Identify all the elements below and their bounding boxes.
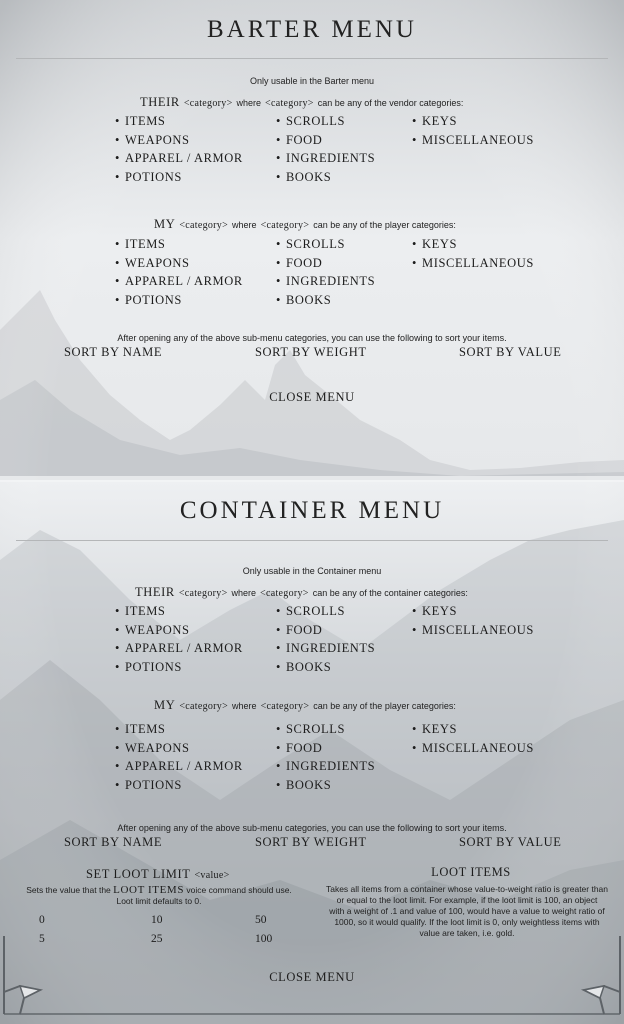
list-item: • SCROLLS [276,720,375,739]
container-sort-note: After opening any of the above sub-menu categories, you can use the following to sort your items. [117,823,507,833]
barter-their-col3 [412,112,534,149]
container-sort-by-value[interactable]: SORT BY VALUE [459,835,562,849]
list-item: • ITEMS [115,235,243,254]
list-item: • KEYS [412,720,534,739]
loot-value-option[interactable]: 100 [255,933,273,945]
list-item: • POTIONS [115,776,243,795]
list-item: • APPAREL / ARMOR [115,639,243,658]
barter-sort-by-name[interactable]: SORT BY NAME [64,345,163,359]
set-loot-limit-command[interactable]: SET LOOT LIMIT <value> [86,867,230,881]
frame-bottom-line [4,1013,620,1015]
list-item: • KEYS [412,112,534,131]
loot-limit-description: Sets the value that the LOOT ITEMS voice command should use. Loot limit defaults to 0. [26,884,292,906]
container-title-rule [16,540,608,541]
container-menu-title: CONTAINER MENU [179,497,445,524]
list-item: • WEAPONS [115,131,243,150]
list-item: • INGREDIENTS [276,149,375,168]
container-close-menu[interactable]: CLOSE MENU [269,970,355,984]
list-item: • WEAPONS [115,739,243,758]
list-item: • MISCELLANEOUS [412,621,534,640]
loot-value-option[interactable]: 25 [151,933,163,945]
list-item: • SCROLLS [276,235,375,254]
list-item: • FOOD [276,621,375,640]
barter-my-col1 [115,235,243,309]
list-item: • SCROLLS [276,112,375,131]
list-item: • BOOKS [276,658,375,677]
list-item: • INGREDIENTS [276,757,375,776]
loot-value-option[interactable]: 50 [255,914,267,926]
container-sort-by-name[interactable]: SORT BY NAME [64,835,163,849]
list-item: • WEAPONS [115,254,243,273]
container-sort-by-weight[interactable]: SORT BY WEIGHT [255,835,367,849]
list-item: • POTIONS [115,168,243,187]
loot-items-command[interactable]: LOOT ITEMS [431,865,511,879]
list-item: • APPAREL / ARMOR [115,272,243,291]
list-item: • FOOD [276,131,375,150]
container-my-col2 [276,720,375,794]
barter-title-rule [16,58,608,59]
barter-my-command: MY <category> where <category> can be any of the player categories: [154,217,456,231]
list-item: • MISCELLANEOUS [412,254,534,273]
loot-items-description: Takes all items from a container whose value-to-weight ratio is greater than or equal to the loot limit. For example, if the loot limit is 100, an object with a weight of .1 and value of 100, would have a value to weight ratio of 1000, so it would qualify. If the loot limit is 0, only weightless items with value are taken, i.e. gold. [325,884,609,938]
list-item: • BOOKS [276,776,375,795]
list-item: • INGREDIENTS [276,272,375,291]
list-item: • INGREDIENTS [276,639,375,658]
container-their-col3 [412,602,534,639]
barter-sort-note: After opening any of the above sub-menu categories, you can use the following to sort your items. [117,333,507,343]
list-item: • SCROLLS [276,602,375,621]
list-item: • FOOD [276,254,375,273]
list-item: • FOOD [276,739,375,758]
list-item: • WEAPONS [115,621,243,640]
barter-their-col1 [115,112,243,186]
barter-sort-by-weight[interactable]: SORT BY WEIGHT [255,345,367,359]
list-item: • KEYS [412,235,534,254]
container-my-command: MY <category> where <category> can be any of the player categories: [154,698,456,712]
list-item: • APPAREL / ARMOR [115,757,243,776]
list-item: • POTIONS [115,291,243,310]
list-item: • KEYS [412,602,534,621]
loot-value-option[interactable]: 0 [39,914,45,926]
container-their-col1 [115,602,243,676]
barter-their-col2 [276,112,375,186]
list-item: • MISCELLANEOUS [412,739,534,758]
list-item: • APPAREL / ARMOR [115,149,243,168]
barter-my-col2 [276,235,375,309]
barter-sort-by-value[interactable]: SORT BY VALUE [459,345,562,359]
loot-value-option[interactable]: 10 [151,914,163,926]
list-item: • ITEMS [115,720,243,739]
barter-my-col3 [412,235,534,272]
container-usage-note: Only usable in the Container menu [242,566,382,576]
barter-menu-title: BARTER MENU [207,16,417,43]
barter-usage-note: Only usable in the Barter menu [249,76,375,86]
list-item: • ITEMS [115,602,243,621]
list-item: • POTIONS [115,658,243,677]
barter-their-command: THEIR <category> where <category> can be any of the vendor categories: [140,95,464,109]
loot-value-option[interactable]: 5 [39,933,45,945]
container-my-col3 [412,720,534,757]
container-their-command: THEIR <category> where <category> can be any of the container categories: [135,585,468,599]
list-item: • BOOKS [276,291,375,310]
list-item: • ITEMS [115,112,243,131]
barter-close-menu[interactable]: CLOSE MENU [269,390,355,404]
list-item: • BOOKS [276,168,375,187]
list-item: • MISCELLANEOUS [412,131,534,150]
container-their-col2 [276,602,375,676]
container-my-col1 [115,720,243,794]
